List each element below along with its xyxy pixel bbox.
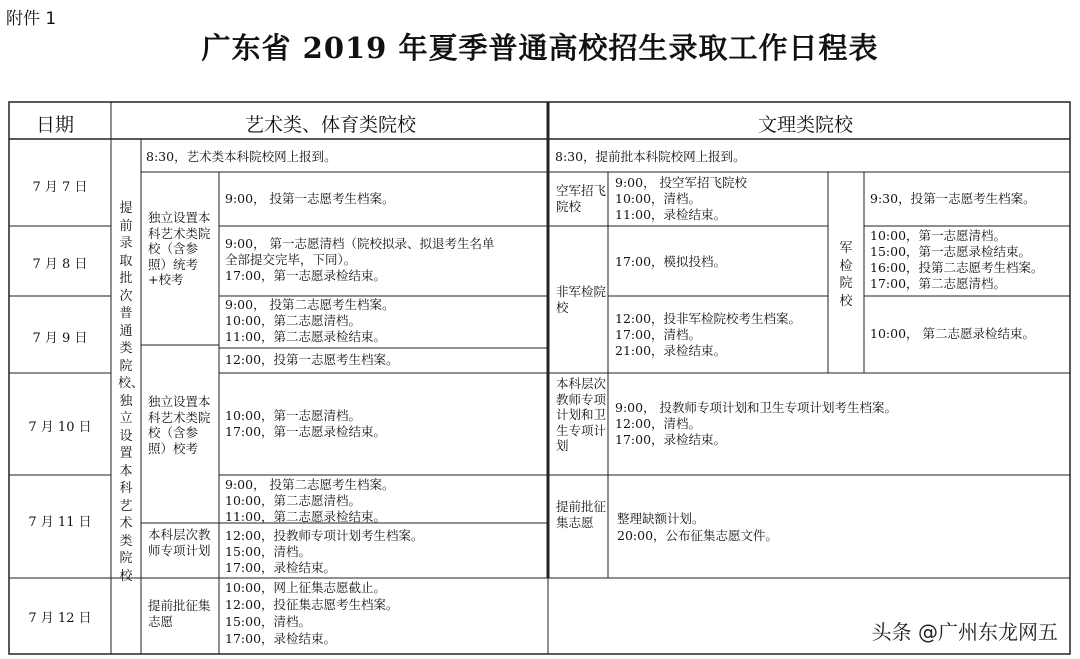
art-group-unified-exam: 独立设置本科艺术类院校（含参照）统考+校考 bbox=[148, 210, 211, 287]
art-g2-line: 9:00， 投第二志愿考生档案。 bbox=[225, 477, 395, 492]
date-jul-9: 7 月 9 日 bbox=[32, 331, 88, 346]
date-jul-7: 7 月 7 日 bbox=[32, 180, 88, 195]
art-g4-line: 17:00，录检结束。 bbox=[225, 631, 337, 646]
header-art-sports: 艺术类、体育类院校 bbox=[245, 114, 417, 136]
art-g4-line: 15:00，清档。 bbox=[225, 614, 312, 629]
art-group-collect: 提前批征集志愿 bbox=[148, 598, 211, 629]
art-g1-line: 9:00， 投第一志愿考生档案。 bbox=[225, 191, 395, 206]
sci-air-line: 9:00， 投空军招飞院校 bbox=[615, 175, 748, 190]
sci-jul7-report: 8:30，提前批本科院校网上报到。 bbox=[555, 149, 746, 164]
art-g3-line: 15:00，清档。 bbox=[225, 544, 312, 559]
attachment-label: 附件 1 bbox=[6, 9, 57, 29]
sci-air-line: 11:00，录检结束。 bbox=[615, 207, 727, 222]
sci-army-line: 10:00， 第二志愿录检结束。 bbox=[870, 326, 1035, 341]
art-g1-line: 9:00， 投第二志愿考生档案。 bbox=[225, 297, 395, 312]
art-g1-line: 12:00，投第一志愿考生档案。 bbox=[225, 352, 399, 367]
sci-collect-line: 20:00，公布征集志愿文件。 bbox=[617, 528, 779, 543]
watermark-text: 头条 @广州东龙网五 bbox=[871, 620, 1058, 644]
date-jul-11: 7 月 11 日 bbox=[28, 515, 92, 530]
art-g2-line: 10:00，第一志愿清档。 bbox=[225, 408, 362, 423]
sci-army-line: 17:00，第二志愿清档。 bbox=[870, 276, 1007, 291]
art-batch-vertical-label: 提前录取批次普通类院校、独立设置本科艺术类院校 bbox=[118, 201, 145, 584]
art-g1-line: 17:00，第一志愿录检结束。 bbox=[225, 268, 387, 283]
sci-group-teacher-health: 本科层次教师专项计划和卫生专项计划 bbox=[556, 376, 607, 453]
sci-army-line: 9:30，投第一志愿考生档案。 bbox=[870, 191, 1036, 206]
sci-teacher-line: 9:00， 投教师专项计划和卫生专项计划考生档案。 bbox=[615, 400, 898, 415]
sci-teacher-line: 12:00，清档。 bbox=[615, 416, 702, 431]
sci-group-air-force: 空军招飞院校 bbox=[556, 183, 607, 214]
art-g3-line: 17:00，录检结束。 bbox=[225, 560, 337, 575]
sci-air-line: 10:00，清档。 bbox=[615, 191, 702, 206]
sci-nonarmy-line: 17:00，清档。 bbox=[615, 327, 702, 342]
art-g1-line: 全部提交完毕，下同）。 bbox=[225, 252, 357, 267]
art-g2-line: 17:00，第一志愿录检结束。 bbox=[225, 424, 387, 439]
art-g4-line: 10:00，网上征集志愿截止。 bbox=[225, 580, 387, 595]
page-title: 广东省 2019 年夏季普通高校招生录取工作日程表 bbox=[201, 31, 879, 65]
sci-group-non-military: 非军检院校 bbox=[556, 284, 607, 315]
sci-teacher-line: 17:00，录检结束。 bbox=[615, 432, 727, 447]
art-g2-line: 10:00，第二志愿清档。 bbox=[225, 493, 362, 508]
art-jul7-report: 8:30，艺术类本科院校网上报到。 bbox=[146, 149, 337, 164]
art-g1-line: 11:00，第二志愿录检结束。 bbox=[225, 329, 387, 344]
art-group-teacher-plan: 本科层次教师专项计划 bbox=[148, 527, 211, 558]
sci-army-line: 10:00，第一志愿清档。 bbox=[870, 228, 1007, 243]
date-jul-8: 7 月 8 日 bbox=[32, 257, 88, 272]
sci-army-line: 15:00，第一志愿录检结束。 bbox=[870, 244, 1032, 259]
art-g1-line: 10:00，第二志愿清档。 bbox=[225, 313, 362, 328]
sci-nonarmy-line: 12:00，投非军检院校考生档案。 bbox=[615, 311, 802, 326]
sci-collect-line: 整理缺额计划。 bbox=[617, 511, 705, 526]
sci-group-military-check: 军检院校 bbox=[839, 241, 853, 309]
sci-group-collect: 提前批征集志愿 bbox=[556, 499, 607, 530]
art-g1-line: 9:00， 第一志愿清档（院校拟录、拟退考生名单 bbox=[225, 236, 495, 251]
sci-nonarmy-line: 21:00，录检结束。 bbox=[615, 343, 727, 358]
art-g2-line: 11:00，第二志愿录检结束。 bbox=[225, 509, 387, 524]
art-group-school-exam: 独立设置本科艺术类院校（含参照）校考 bbox=[148, 394, 211, 456]
art-g4-line: 12:00，投征集志愿考生档案。 bbox=[225, 597, 399, 612]
sci-army-line: 16:00，投第二志愿考生档案。 bbox=[870, 260, 1044, 275]
date-jul-12: 7 月 12 日 bbox=[28, 611, 92, 626]
header-date: 日期 bbox=[36, 114, 75, 136]
sci-nonarmy-line: 17:00，模拟投档。 bbox=[615, 254, 727, 269]
art-g3-line: 12:00，投教师专项计划考生档案。 bbox=[225, 528, 424, 543]
date-jul-10: 7 月 10 日 bbox=[28, 420, 92, 435]
header-liberal-science: 文理类院校 bbox=[758, 114, 854, 136]
